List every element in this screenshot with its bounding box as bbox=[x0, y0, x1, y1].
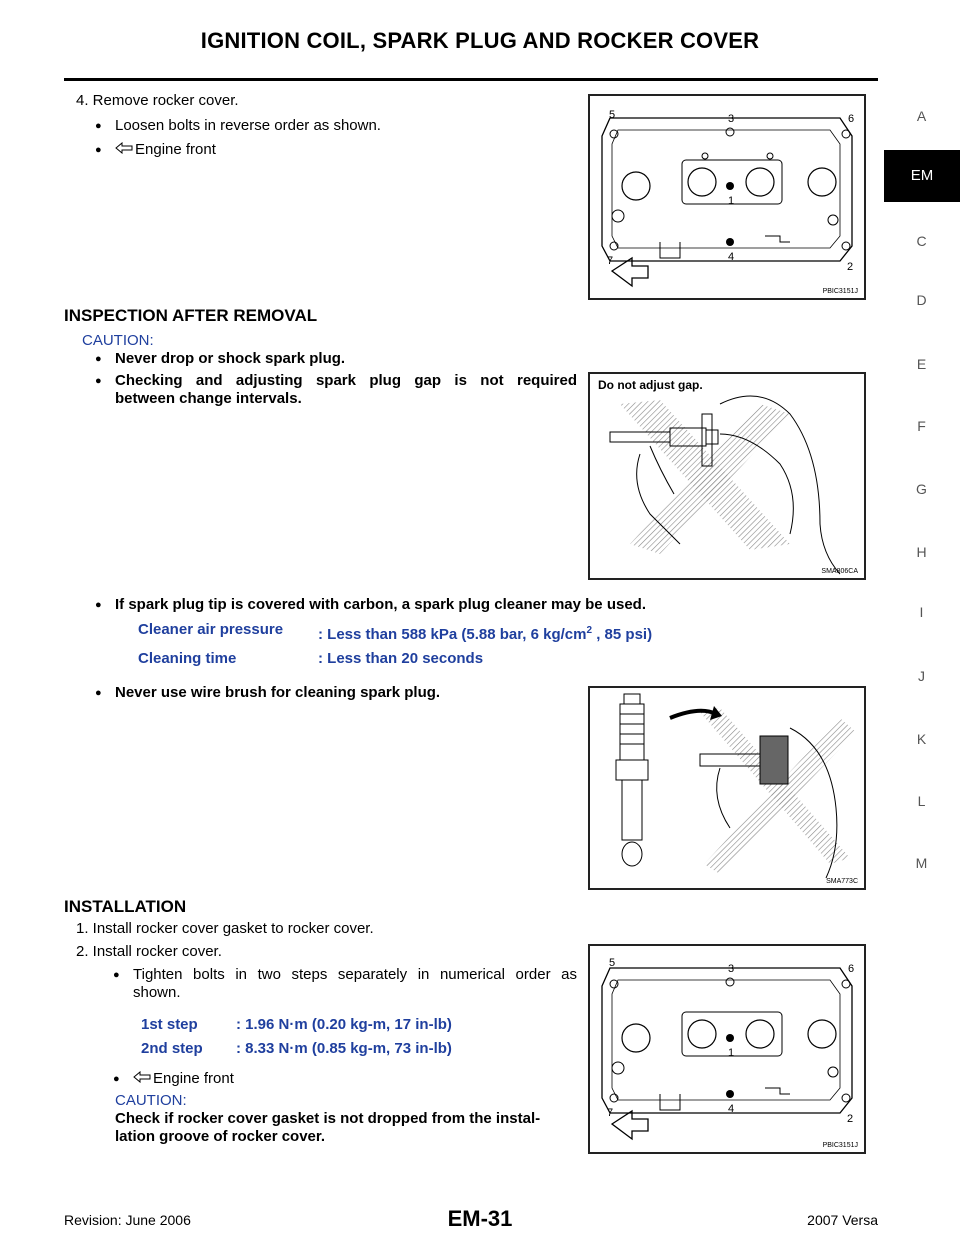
figure-rocker-cover-installation bbox=[588, 944, 866, 1154]
spark-plug-gap-illustration bbox=[590, 374, 864, 578]
section-heading-inspection: INSPECTION AFTER REMOVAL bbox=[64, 306, 318, 325]
tab-k[interactable]: K bbox=[916, 731, 927, 747]
figure-rocker-cover-removal bbox=[588, 94, 866, 300]
installation-step-1: 1. Install rocker cover gasket to rocker cover. bbox=[76, 920, 374, 937]
installation-caution-text: Check if rocker cover gasket is not dropped from the instal- lation groove of rocker cover. bbox=[115, 1110, 541, 1145]
tab-f[interactable]: F bbox=[917, 418, 926, 434]
tab-i[interactable]: I bbox=[919, 604, 924, 620]
engine-front-arrow-icon bbox=[133, 1070, 153, 1088]
spec-label-cleaning-time: Cleaning time bbox=[138, 650, 237, 667]
spec-value-cleaning-time: : Less than 20 seconds bbox=[318, 650, 484, 667]
inspection-bullet-4: ● Never use wire brush for cleaning spark plug. bbox=[115, 684, 440, 702]
tab-a[interactable]: A bbox=[916, 108, 927, 124]
bolt-number-3: 3 bbox=[728, 113, 735, 125]
bolt-number-1: 1 bbox=[728, 195, 735, 207]
tab-em-active[interactable]: EM bbox=[884, 150, 960, 202]
bolt-number-7: 7 bbox=[607, 1107, 614, 1119]
footer-model: 2007 Versa bbox=[807, 1212, 878, 1228]
inspection-bullet-2: ● Checking and adjusting spark plug gap is not required between change intervals. bbox=[115, 372, 577, 408]
spec-value-cleaner-pressure: : Less than 588 kPa (5.88 bar, 6 $kg/cm^2$ , 85 psi) bbox=[318, 625, 653, 643]
bolt-number-3: 3 bbox=[728, 963, 735, 975]
rocker-cover-diagram bbox=[590, 96, 864, 298]
bolt-number-6: 6 bbox=[848, 113, 855, 125]
bolt-number-2: 2 bbox=[847, 1113, 854, 1125]
spec-label-2nd-step: 2nd step bbox=[141, 1040, 203, 1057]
tab-m[interactable]: M bbox=[915, 855, 928, 871]
spec-label-cleaner-pressure: Cleaner air pressure bbox=[138, 621, 284, 638]
bolt-number-4: 4 bbox=[728, 251, 735, 263]
tab-e[interactable]: E bbox=[916, 356, 927, 372]
bolt-number-5: 5 bbox=[609, 957, 616, 969]
bolt-number-4: 4 bbox=[728, 1103, 735, 1115]
tab-g[interactable]: G bbox=[916, 481, 927, 497]
inspection-bullet-1: ● Never drop or shock spark plug. bbox=[115, 350, 345, 368]
installation-step-2: 2. Install rocker cover. bbox=[76, 943, 222, 960]
figure-caption: Do not adjust gap. bbox=[598, 378, 703, 392]
figure-code: SMA806CA bbox=[821, 568, 858, 575]
bolt-number-1: 1 bbox=[728, 1047, 735, 1059]
step-4-bullet-2: ● Engine front bbox=[115, 141, 216, 159]
tab-j[interactable]: J bbox=[918, 668, 925, 684]
tab-l[interactable]: L bbox=[917, 793, 926, 809]
figure-spark-plug-gap bbox=[588, 372, 866, 580]
page-title: IGNITION COIL, SPARK PLUG AND ROCKER COVER bbox=[200, 28, 760, 53]
figure-code: SMA773C bbox=[826, 878, 858, 885]
step-4-bullet-1: ● Loosen bolts in reverse order as shown. bbox=[115, 117, 381, 135]
step-4-text: 4. Remove rocker cover. bbox=[76, 92, 239, 109]
bolt-number-5: 5 bbox=[609, 109, 616, 121]
figure-wire-brush bbox=[588, 686, 866, 890]
figure-code: PBIC3151J bbox=[822, 288, 858, 295]
engine-front-arrow-icon bbox=[115, 141, 135, 159]
installation-bullet-1: ● Tighten bolts in two steps separately in numerical order as shown. bbox=[133, 966, 577, 1002]
installation-bullet-2: ● Engine front bbox=[133, 1070, 234, 1088]
caution-label: CAUTION: bbox=[82, 332, 154, 349]
spec-label-1st-step: 1st step bbox=[141, 1016, 198, 1033]
bolt-number-7: 7 bbox=[607, 255, 614, 267]
tab-d[interactable]: D bbox=[916, 292, 927, 308]
inspection-bullet-3: ● If spark plug tip is covered with carbon, a spark plug cleaner may be used. bbox=[115, 596, 646, 614]
bolt-number-6: 6 bbox=[848, 963, 855, 975]
wire-brush-illustration bbox=[590, 688, 864, 888]
spec-value-2nd-step: : 8.33 N·m (0.85 kg-m, 73 in-lb) bbox=[236, 1040, 452, 1057]
section-heading-installation: INSTALLATION bbox=[64, 897, 187, 916]
bolt-number-2: 2 bbox=[847, 261, 854, 273]
figure-code: PBIC3151J bbox=[822, 1142, 858, 1149]
rocker-cover-diagram bbox=[590, 946, 864, 1152]
installation-caution-label: CAUTION: bbox=[115, 1092, 187, 1109]
footer-revision: Revision: June 2006 bbox=[64, 1212, 191, 1228]
page-number: EM-31 bbox=[447, 1206, 513, 1231]
header-rule bbox=[64, 78, 878, 81]
spec-value-1st-step: : 1.96 N·m (0.20 kg-m, 17 in-lb) bbox=[236, 1016, 452, 1033]
tab-c[interactable]: C bbox=[916, 233, 927, 249]
tab-h[interactable]: H bbox=[916, 544, 927, 560]
